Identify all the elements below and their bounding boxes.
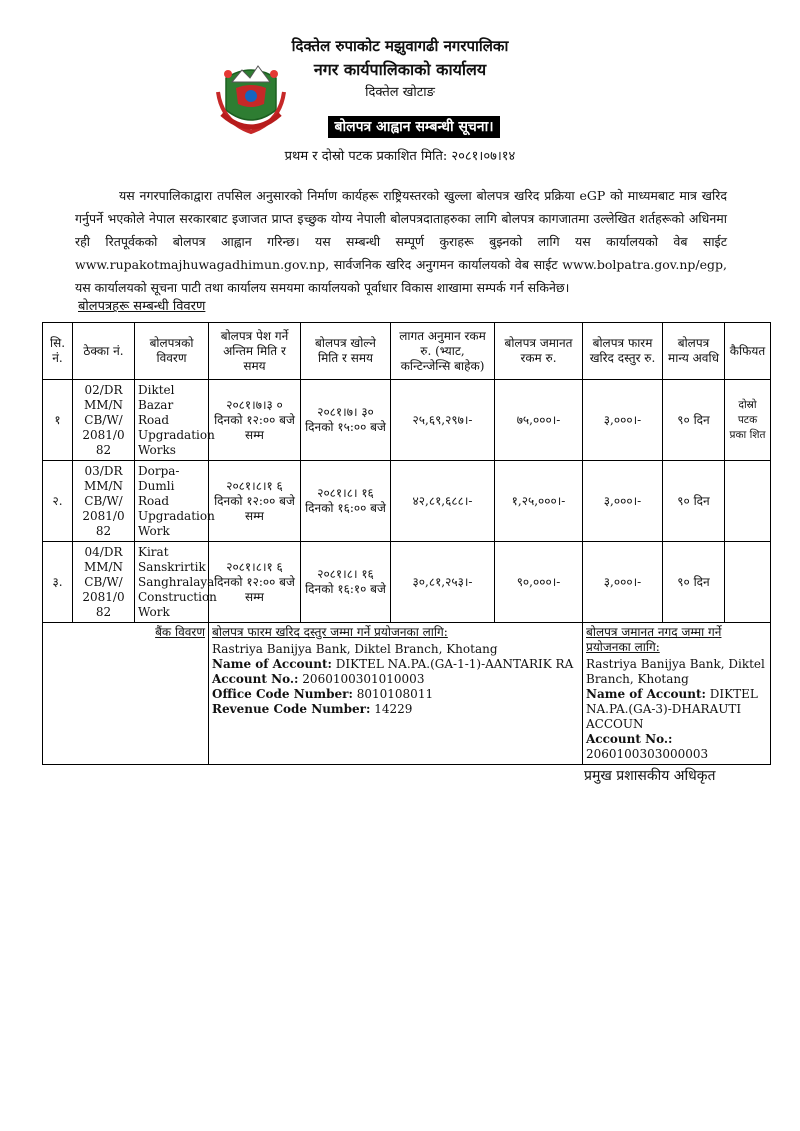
row-description: Dorpa-Dumli Road Upgradation Work (135, 461, 209, 542)
form-fee-bank-name: Rastriya Banijya Bank, Diktel Branch, Khotang (212, 642, 498, 656)
header-form-fee: बोलपत्र फारम खरिद दस्तुर रु. (583, 323, 663, 380)
header-estimate: लागत अनुमान रकम रु. (भ्याट, कन्टिन्जेन्सि बाहेक) (391, 323, 495, 380)
security-bank-heading: बोलपत्र जमानत नगद जम्मा गर्ने प्रयोजनका लागि: (586, 625, 722, 654)
form-fee-bank-heading: बोलपत्र फारम खरिद दस्तुर जम्मा गर्ने प्रयोजनका लागि: (212, 625, 448, 639)
bank-details-label: बैंक विवरण (43, 623, 209, 765)
section-title: बोलपत्रहरू सम्बन्धी विवरण (78, 299, 206, 314)
office-name: नगर कार्यपालिकाको कार्यालय (313, 60, 487, 79)
row-opening: २०८१।८। १६ दिनको १६:१० बजे (301, 542, 391, 623)
notice-title: बोलपत्र आह्वान सम्बन्धी सूचना। (328, 116, 500, 138)
row-estimate: २५,६९,२९७।- (391, 380, 495, 461)
notice-paragraph: यस नगरपालिकाद्वारा तपसिल अनुसारको निर्माण कार्यहरू राष्ट्रियस्तरको खुल्ला बोलपत्र खरिद प्रक्रिया eGP को माध्यमबाट मात्र खरिद गर्नुपर्ने भएकोले नेपाल सरकारबाट इजाजत प्राप्त इच्छुक योग्य नेपाली बोलपत्रदाताहरुका लागि बोलपत्र कागजातमा उल्लेखित शर्तहरूको अधिनमा रही रितपूर्वकको बोलपत्र आह्वान गरिन्छ। यस सम्बन्धी सम्पूर्ण कुराहरू बुझ्नको लागि यस कार्यालयको वेब साईट www.rupakotmajhuwagadhimun.gov.np, सार्वजनिक खरिद अनुगमन कार्यालयको वेब साईट www.bolpatra.gov.np/egp, यस कार्यालयको सूचना पाटी तथा कार्यालय समयमा कार्यालयको पूर्वाधार विकास शाखामा सम्पर्क गर्न सकिनेछ। (75, 188, 727, 295)
row-validity: ९० दिन (663, 380, 725, 461)
header-remarks: कैफियत (725, 323, 771, 380)
header-opening: बोलपत्र खोल्ने मिति र समय (301, 323, 391, 380)
row-security: १,२५,०००।- (495, 461, 583, 542)
header-contract-no: ठेक्का नं. (73, 323, 135, 380)
security-bank-name: Rastriya Banijya Bank, Diktel Branch, Khotang (586, 657, 765, 686)
office-location: दिक्तेल खोटाङ (365, 85, 435, 100)
revenue-code: 14229 (374, 702, 413, 716)
row-contract-no: 02/DR MM/N CB/W/ 2081/0 82 (73, 380, 135, 461)
municipality-name: दिक्तेल रुपाकोट मझुवागढी नगरपालिका (291, 37, 509, 55)
row-form-fee: ३,०००।- (583, 461, 663, 542)
office-code: 8010108011 (356, 687, 434, 701)
row-opening: २०८१।८। १६ दिनको १६:०० बजे (301, 461, 391, 542)
row-opening: २०८१।७। ३० दिनको १५:०० बजे (301, 380, 391, 461)
row-security: ७५,०००।- (495, 380, 583, 461)
table-row (43, 380, 771, 461)
signoff: प्रमुख प्रशासकीय अधिकृत (584, 768, 716, 784)
revenue-code-label: Revenue Code Number: (212, 702, 371, 716)
header-submission: बोलपत्र पेश गर्ने अन्तिम मिति र समय (209, 323, 301, 380)
table-row (43, 542, 771, 623)
security-account-name: DIKTEL NA.PA.(GA-3)-DHARAUTI ACCOUN (586, 687, 758, 731)
header-security: बोलपत्र जमानत रकम रु. (495, 323, 583, 380)
bank-details-row (43, 623, 771, 765)
form-fee-bank-details (209, 623, 583, 765)
form-fee-account-name-label: Name of Account: (212, 657, 332, 671)
security-account-no-label: Account No.: (586, 732, 673, 746)
row-description: Diktel Bazar Road Upgradation Works (135, 380, 209, 461)
row-sn: २. (43, 461, 73, 542)
security-account-no: 2060100303000003 (586, 747, 709, 761)
form-fee-account-name: DIKTEL NA.PA.(GA-1-1)-AANTARIK RA (335, 657, 574, 671)
row-form-fee: ३,०००।- (583, 542, 663, 623)
bid-table (42, 322, 771, 765)
office-code-label: Office Code Number: (212, 687, 353, 701)
row-submission: २०८१।८।१ ६ दिनको १२:०० बजे सम्म (209, 542, 301, 623)
row-contract-no: 04/DR MM/N CB/W/ 2081/0 82 (73, 542, 135, 623)
row-sn: ३. (43, 542, 73, 623)
row-contract-no: 03/DR MM/N CB/W/ 2081/0 82 (73, 461, 135, 542)
security-account-name-label: Name of Account: (586, 687, 706, 701)
security-bank-details (583, 623, 771, 765)
header-sn: सि. नं. (43, 323, 73, 380)
row-submission: २०८१।७।३ ० दिनको १२:०० बजे सम्म (209, 380, 301, 461)
row-remarks (725, 542, 771, 623)
row-remarks: दोस्रो पटक प्रका शित (725, 380, 771, 461)
row-estimate: ३०,८१,२५३।- (391, 542, 495, 623)
publication-date: प्रथम र दोस्रो पटक प्रकाशित मिति: २०८१।०७।१४ (284, 149, 516, 164)
row-validity: ९० दिन (663, 542, 725, 623)
table-header-row (43, 323, 771, 380)
row-description: Kirat Sanskrirtik Sanghralaya Construction Work (135, 542, 209, 623)
row-remarks (725, 461, 771, 542)
row-submission: २०८१।८।१ ६ दिनको १२:०० बजे सम्म (209, 461, 301, 542)
row-form-fee: ३,०००।- (583, 380, 663, 461)
row-estimate: ४२,८१,६८८।- (391, 461, 495, 542)
header-description: बोलपत्रको विवरण (135, 323, 209, 380)
row-validity: ९० दिन (663, 461, 725, 542)
form-fee-account-no: 2060100301010003 (302, 672, 425, 686)
header-validity: बोलपत्र मान्य अवधि (663, 323, 725, 380)
form-fee-account-no-label: Account No.: (212, 672, 299, 686)
row-security: ९०,०००।- (495, 542, 583, 623)
row-sn: १ (43, 380, 73, 461)
table-row (43, 461, 771, 542)
